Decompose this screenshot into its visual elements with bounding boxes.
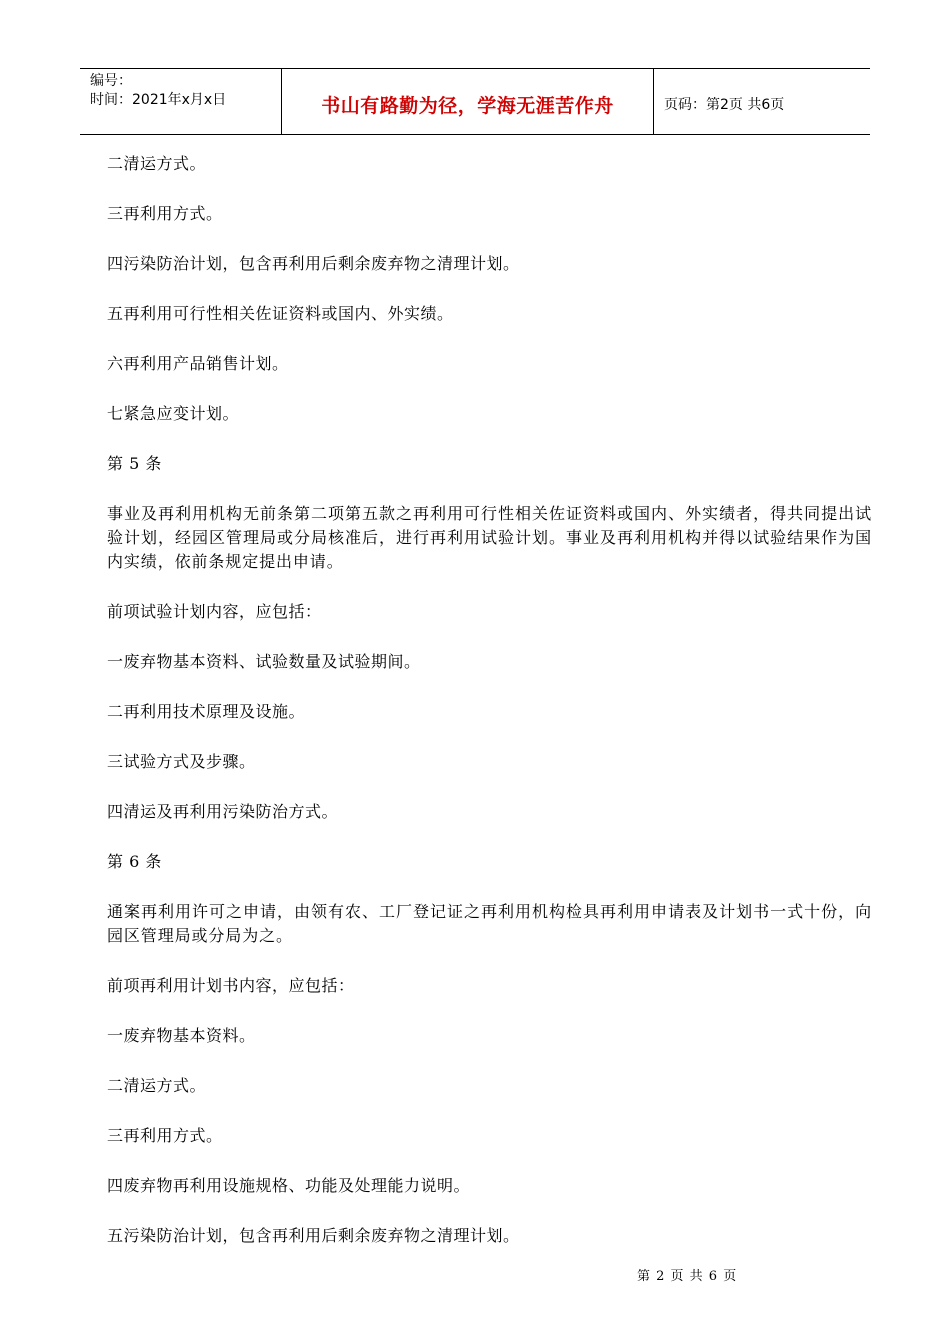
header-motto: 书山有路勤为径，学海无涯苦作舟 [282, 69, 654, 134]
page-footer: 第 2 页 共 6 页 [637, 1269, 738, 1284]
paragraph: 二再利用技术原理及设施。 [107, 702, 306, 721]
article-heading: 第 5 条 [107, 454, 162, 473]
paragraph: 四废弃物再利用设施规格、功能及处理能力说明。 [107, 1176, 471, 1195]
document-body [107, 152, 872, 1274]
paragraph: 一废弃物基本资料。 [107, 1026, 256, 1045]
paragraph: 三试验方式及步骤。 [107, 752, 256, 771]
paragraph: 七紧急应变计划。 [107, 404, 240, 423]
paragraph: 六再利用产品销售计划。 [107, 354, 289, 373]
paragraph: 二清运方式。 [107, 154, 207, 173]
paragraph: 四清运及再利用污染防治方式。 [107, 802, 339, 821]
page-header [80, 68, 870, 135]
paragraph: 前项试验计划内容，应包括： [107, 602, 322, 621]
paragraph: 一废弃物基本资料、试验数量及试验期间。 [107, 652, 421, 671]
paragraph: 三再利用方式。 [107, 1126, 223, 1145]
paragraph: 前项再利用计划书内容，应包括： [107, 976, 355, 995]
document-date-label: 时间：2021年x月x日 [90, 92, 227, 108]
document-number-label: 编号： [90, 73, 132, 89]
header-page-indicator: 页码：第2页 共6页 [664, 96, 785, 113]
header-meta [80, 69, 282, 134]
paragraph: 事业及再利用机构无前条第二项第五款之再利用可行性相关佐证资料或国内、外实绩者，得共同提出试验计划，经园区管理局或分局核准后，进行再利用试验计划。事业及再利用机构并得以试验结果作为国内实绩，依前条规定提出申请。 [107, 504, 872, 571]
paragraph: 二清运方式。 [107, 1076, 207, 1095]
article-heading: 第 6 条 [107, 852, 162, 871]
paragraph: 三再利用方式。 [107, 204, 223, 223]
paragraph: 五再利用可行性相关佐证资料或国内、外实绩。 [107, 304, 454, 323]
paragraph: 五污染防治计划，包含再利用后剩余废弃物之清理计划。 [107, 1226, 520, 1245]
paragraph: 通案再利用许可之申请，由领有农、工厂登记证之再利用机构检具再利用申请表及计划书一式十份，向园区管理局或分局为之。 [107, 902, 872, 945]
paragraph: 四污染防治计划，包含再利用后剩余废弃物之清理计划。 [107, 254, 520, 273]
